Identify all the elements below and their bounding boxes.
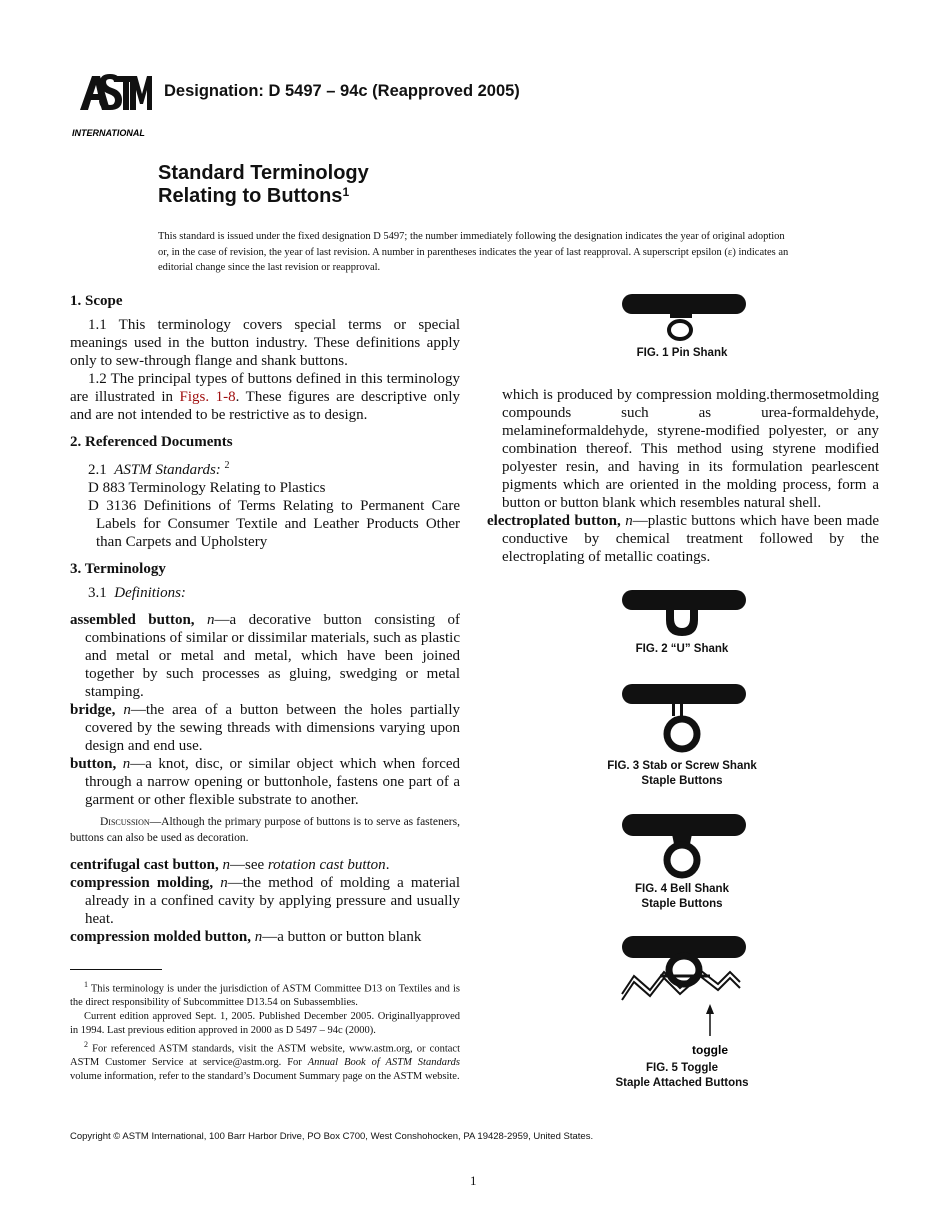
term-compression-molding: compression molding, n—the method of molding a material already in a confined cavity by applying pressure and usually heat. [70,875,460,927]
referenced-heading: 2. Referenced Documents [70,434,233,450]
fig3-caption: FIG. 3 Stab or Screw Shank Staple Buttons [607,760,757,787]
fig3-stab-shank-illustration [620,680,748,758]
terminology-heading: 3. Terminology [70,561,166,577]
title-footnote-mark: 1 [342,185,350,199]
referenced-subheading: 2.1 ASTM Standards: $^2$ [88,460,230,478]
term-bridge: bridge, n—the area of a button between the holes partially covered by the sewing threads with dimensions varying upon design and end use. [70,702,460,754]
astm-logo [70,70,152,140]
reference-d3136: D 3136 Definitions of Terms Relating to Permanent Care Labels for Consumer Textile and Leather Products Other than Carpets and Upholstery [88,498,460,550]
fig4-caption: FIG. 4 Bell Shank Staple Buttons [635,883,729,910]
term-compression-molded-button-continued: which is produced by compression molding.thermosetmolding compounds such as urea-formaldehyde, melamineformaldehyde, styrene-modified polyester, or any combination thereof. This method using styrene modified polyester resin, and having in its formulation pearlescent pigments which are oriented in the molding process, form a button or button blank which resembles natural shell. [502,387,879,511]
reference-d883: D 883 Terminology Relating to Plastics [88,480,326,496]
term-centrifugal-cast-button: centrifugal cast button, n—see rotation cast button. [70,857,390,873]
fig2-caption: FIG. 2 “U” Shank [635,643,729,655]
term-compression-molded-button: compression molded button, n—a button or button blank [70,929,422,945]
document-title [158,162,369,208]
fig5-toggle-label: toggle [692,1043,728,1057]
term-button: button, n—a knot, disc, or similar object which when forced through a narrow opening or buttonhole, fastens one part of a garment or other flexible substrate to another. [70,756,461,808]
right-column [487,386,879,566]
term-assembled-button: assembled button, n—a decorative button consisting of combinations of similar or dissimilar materials, such as plastic and metal or metal and metal, which have been joined together by such processes as gluing, swedging or metal stamping. [70,612,460,700]
term-electroplated-button: electroplated button, n—plastic buttons which have been made conductive by chemical treatment followed by the electroplating of metallic coatings. [487,513,880,565]
left-column [70,292,460,946]
issued-note: This standard is issued under the fixed designation D 5497; the number immediately following the designation indicates the year of original adoption or, in the case of revision, the year of last revision. A number in parentheses indicates the year of last reapproval. A superscript epsilon (ε) indicates an editorial change since the last revision or reapproval. [158,231,789,273]
title-line-2: Relating to Buttons$^1$ [158,185,350,207]
scope-p2: 1.2 The principal types of buttons defined in this terminology are illustrated in Figs. 1-8. These figures are descriptive only and are not intended to be restrictive as to design. [70,371,461,423]
fig4-bell-shank-illustration [620,810,748,880]
fig1-caption: FIG. 1 Pin Shank [636,347,728,359]
footnote-2: $^2$ For referenced ASTM standards, visit the ASTM website, www.astm.org, or contact ASTM Customer Service at service@astm.org. For Annual Book of ASTM Standards volume information, refer to the standard’s Document Summary page on the ASTM website. [70,1039,460,1082]
scope-heading: 1. Scope [70,293,123,309]
copyright: Copyright © ASTM International, 100 Barr Harbor Drive, PO Box C700, West Conshohocken, PA 19428-2959, United States. [70,1131,594,1142]
fig5-caption: FIG. 5 Toggle Staple Attached Buttons [615,1062,749,1089]
figs-link[interactable]: Figs. 1-8 [179,389,236,405]
footnotes [70,978,460,1084]
fig1-pin-shank-illustration [620,292,748,344]
fig5-toggle-illustration [620,932,748,1058]
designation: Designation: D 5497 – 94c (Reapproved 2005) [164,82,520,100]
definitions-subheading: 3.1 Definitions: [88,585,186,601]
footnote-1: $^1$ This terminology is under the jurisdiction of ASTM Committee D13 on Textiles and is the direct responsibility of Subcommittee D13.54 on Subassemblies. [70,980,460,1009]
page-number: 1 [470,1173,477,1188]
footnote-rule [70,969,162,970]
fig2-u-shank-illustration [620,586,748,640]
footnote-1-current-edition: Current edition approved Sept. 1, 2005. Published December 2005. Originallyapproved in 1994. Last previous edition approved in 2000 as D 5497 – 94c (2000). [70,1011,460,1036]
title-line-1: Standard Terminology [158,162,369,184]
scope-p1: 1.1 This terminology covers special terms or special meanings used in the button industry. These definitions apply only to sew-through flange and shank buttons. [70,317,460,369]
logo-text: INTERNATIONAL [72,128,145,138]
discussion-note: Discussion—Although the primary purpose of buttons is to serve as fasteners, buttons can also be used as decoration. [70,816,460,844]
